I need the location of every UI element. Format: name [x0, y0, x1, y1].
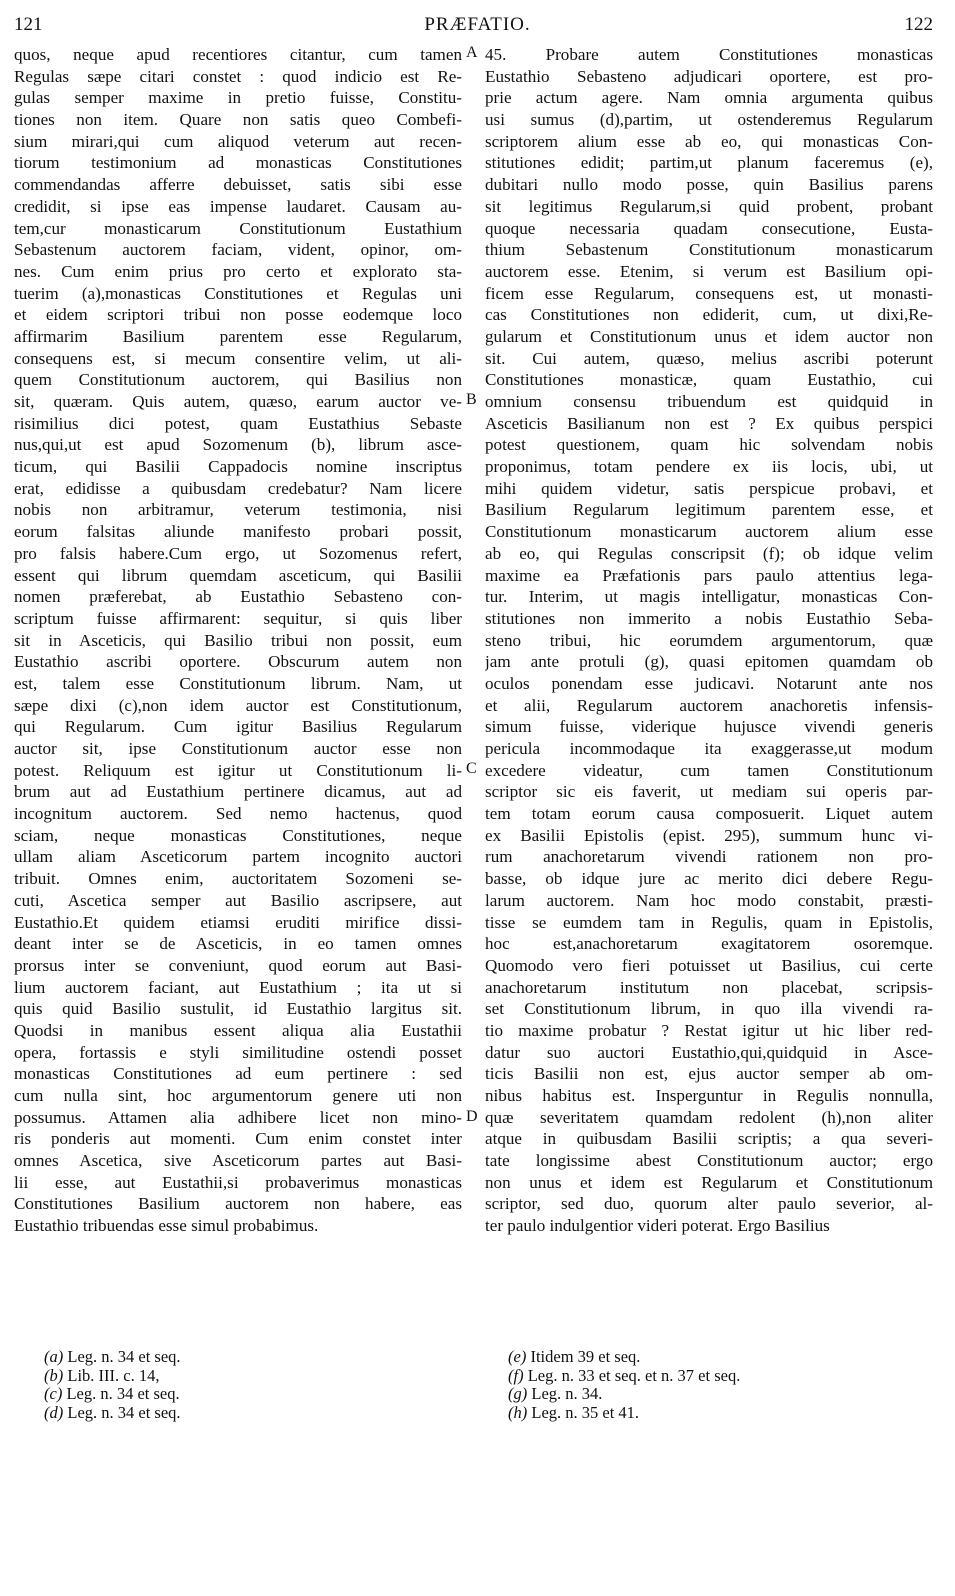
- text-line: prorsus inter se conveniunt, quod eorum aut Basi-: [14, 955, 462, 975]
- text-line: auctor sit, ipse Constitutionum auctor esse non: [14, 739, 462, 758]
- text-line: usi sumus (d),partim, ut ostenderemus Regularum: [485, 110, 933, 130]
- footnote: [44, 1404, 181, 1423]
- text-line: et alii, Regularum auctorem anachoretis infensis-: [485, 695, 933, 715]
- text-line: ris ponderis aut momenti. Cum enim constet inter: [14, 1129, 462, 1149]
- text-line: auctorem esse. Etenim, si verum est Basilium opi-: [485, 261, 933, 281]
- footnote-mark: (g): [508, 1384, 528, 1403]
- text-line: sæpe dixi (c),non idem auctor est Constitutionum,: [14, 695, 462, 715]
- text-line: dubitari nullo modo posse, quin Basilius parens: [485, 175, 933, 195]
- text-line: gulas semper maxime in pretio fuisse, Constitu-: [14, 88, 462, 108]
- footnote-mark: (b): [44, 1365, 64, 1385]
- text-line: scriptor, sed duo, quorum alter paulo severior, al-: [485, 1194, 933, 1214]
- footnotes-right: [508, 1348, 740, 1422]
- text-line: tribuit. Omnes enim, auctoritatem Sozomeni se-: [14, 869, 462, 889]
- footnote: [508, 1404, 740, 1423]
- right-page-number: 122: [904, 14, 933, 35]
- text-line: sit in Asceticis, qui Basilio tribui non possit, eum: [14, 630, 462, 650]
- text-line: consequens est, si mecum consentire velim, ut ali-: [14, 348, 462, 368]
- text-line: stitutiones non immerito a nobis Eustathio Seba-: [485, 608, 933, 628]
- text-line: proponimus, totam pendere ex iis locis, ubi, ut: [485, 457, 933, 477]
- text-line: datur suo auctori Eustathio,qui,quidquid in Asce-: [485, 1042, 933, 1062]
- text-line: tio maxime probatur ? Restat igitur ut hic liber red-: [485, 1020, 933, 1040]
- text-line: sit. Cui autem, quæso, melius ascribi poterunt: [485, 348, 933, 368]
- text-line: sit, quæram. Quis autem, quæso, earum auctor ve-: [14, 392, 462, 411]
- running-header: [0, 14, 955, 38]
- text-line: set Constitutionum librum, in quo illa vivendi ra-: [485, 999, 933, 1019]
- text-line: ticis Basilii non est, ejus auctor semper ab om-: [485, 1064, 933, 1084]
- text-line: tem totam eorum causa composuerit. Liquet autem: [485, 804, 933, 824]
- text-line: Constitutiones Basilium auctorem non habere, eas: [14, 1194, 462, 1214]
- text-line: Eustathio Sebasteno adjudicari oportere, est pro-: [485, 66, 933, 86]
- text-line: credidit, si ipse eas impense laudaret. Causam au-: [14, 196, 462, 216]
- text-line: anachoretarum institutum non placebat, scripsis-: [485, 977, 933, 997]
- footnote-mark: (f): [508, 1365, 524, 1385]
- text-line: Regulas sæpe citari constet : quod indicio est Re-: [14, 66, 462, 86]
- text-line: 45. Probare autem Constitutiones monasticas: [485, 45, 933, 64]
- text-line: potest. Reliquum est igitur ut Constitutionum li-: [14, 760, 462, 780]
- margin-letter-a: A: [466, 44, 478, 61]
- footnote-mark: (d): [44, 1402, 64, 1422]
- text-line: quoque necessaria quadam consecutione, Eusta-: [485, 218, 933, 238]
- text-line: Constitutionum monasticarum auctorem alium esse: [485, 522, 933, 542]
- footnote: [44, 1385, 181, 1404]
- text-line: lium auctorem faciant, aut Eustathium ; ita ut si: [14, 977, 462, 997]
- footnote-text: Leg. n. 35 et 41.: [531, 1402, 640, 1422]
- text-line: risimilius dici potest, quam Eustathius Sebaste: [14, 413, 462, 433]
- text-line: brum aut ad Eustathium pertinere dicamus, aut ad: [14, 782, 462, 802]
- text-line: jam ante protuli (g), quasi epitomen quamdam ob: [485, 652, 933, 672]
- text-line: ullam aliam Asceticorum partem incognito auctori: [14, 847, 462, 867]
- page-title: PRÆFATIO.: [424, 14, 531, 35]
- footnotes-left: [44, 1348, 181, 1422]
- text-line: quis quid Basilio sustulit, id Eustathio largitus sit.: [14, 999, 462, 1019]
- footnote-text: Leg. n. 33 et seq. et n. 37 et seq.: [527, 1365, 741, 1385]
- text-line: prie actum agere. Nam omnia argumenta quibus: [485, 88, 933, 108]
- text-line: cum nulla sint, hoc argumentorum genere uti non: [14, 1086, 462, 1105]
- text-line: tiorum testimonium ad monasticas Constitutiones: [14, 153, 462, 173]
- left-text-column: [14, 44, 462, 1237]
- text-line: ex Basilii Epistolis (epist. 295), summum hunc vi-: [485, 825, 933, 845]
- text-line: sium mirari,qui cum aliquod veterum aut recen-: [14, 131, 462, 151]
- text-line: ab eo, qui Regulas conscripsit (f); ob idque velim: [485, 543, 933, 563]
- text-line: Basilium Regularum legitimum parentem esse, et: [485, 500, 933, 520]
- text-line: basse, ob idque jure ac merito dici debere Regu-: [485, 869, 933, 889]
- text-line: tuerim (a),monasticas Constitutiones et Regulas uni: [14, 283, 462, 303]
- left-page-number: 121: [14, 14, 43, 35]
- text-line: lii esse, aut Eustathii,si probaverimus monasticas: [14, 1172, 462, 1192]
- text-line: thium Sebastenum Constitutionum monasticarum: [485, 240, 933, 260]
- footnote: [44, 1348, 181, 1367]
- text-line: mihi quidem videtur, satis perspicue probavi, et: [485, 478, 933, 498]
- footnote-text: Leg. n. 34 et seq.: [66, 1384, 180, 1403]
- text-line: deant inter se de Asceticis, in eo tamen omnes: [14, 934, 462, 954]
- text-line: Quomodo vero fieri potuisset ut Basilius, cui certe: [485, 955, 933, 975]
- text-line: quem Constitutionum auctorem, qui Basilius non: [14, 370, 462, 390]
- text-line: nobis non arbitramur, veterum testimonia, nisi: [14, 500, 462, 520]
- footnote: [508, 1348, 740, 1367]
- text-line: et eidem scriptori tribui non posse eodemque loco: [14, 305, 462, 325]
- text-line: quæ severitatem quamdam redolent (h),non aliter: [485, 1107, 933, 1127]
- text-line: Eustathio ascribi oportere. Obscurum autem non: [14, 652, 462, 672]
- text-line: rum anachoretarum vivendi rationem non pro-: [485, 847, 933, 867]
- text-line: non unus et idem est Regularum et Constitutionum: [485, 1172, 933, 1192]
- footnote-mark: (a): [44, 1347, 64, 1366]
- footnote-mark: (e): [508, 1347, 527, 1366]
- text-line: sit legitimus Regularum,si quid probent, probant: [485, 196, 933, 216]
- footnote: [508, 1385, 740, 1404]
- margin-letter-c: C: [466, 760, 477, 777]
- text-line: ticum, qui Basilii Cappadocis nomine inscriptus: [14, 457, 462, 477]
- text-line: tur. Interim, ut magis intelligatur, monasticas Con-: [485, 587, 933, 607]
- text-line: hoc est,anachoretarum exagitatorem osoremque.: [485, 934, 933, 954]
- text-line: cas Constitutiones non ediderit, cum, ut dixi,Re-: [485, 305, 933, 325]
- text-line: Eustathio.Et quidem etiamsi eruditi mirifice dissi-: [14, 912, 462, 932]
- footnote: [44, 1367, 181, 1386]
- text-line: larum auctorem. Nam hoc modo constabit, præsti-: [485, 890, 933, 910]
- footnote-mark: (h): [508, 1402, 528, 1422]
- text-line: nibus habitus est. Insperguntur in Regulis nonnulla,: [485, 1086, 933, 1105]
- text-line: nomen præferebat, ab Eustathio Sebasteno con-: [14, 587, 462, 607]
- text-line: oculos ponendam esse judicavi. Notarunt ante nos: [485, 673, 933, 693]
- text-line: Sebastenum auctorem faciam, vident, opinor, om-: [14, 240, 462, 260]
- text-line: sciam, neque monasticas Constitutiones, neque: [14, 825, 462, 845]
- text-line: cuti, Ascetica semper aut Basilio ascripsere, aut: [14, 890, 462, 910]
- footnote-text: Lib. III. c. 14,: [67, 1365, 160, 1385]
- text-line: potest questionem, quam hic solvendam nobis: [485, 435, 933, 455]
- text-line: tisse se eumdem tam in Regulis, quam in Epistolis,: [485, 912, 933, 932]
- margin-letter-b: B: [466, 391, 477, 408]
- footnote-text: Leg. n. 34.: [531, 1384, 603, 1403]
- text-line: stitutiones edidit; partim,ut planum faceremus (e),: [485, 153, 933, 173]
- text-line: incognitum auctorem. Sed nemo hactenus, quod: [14, 804, 462, 824]
- text-line: steno tribui, hic eorumdem argumentorum, quæ: [485, 630, 933, 650]
- text-line: scriptor sic eis faverit, ut mediam sui operis par-: [485, 782, 933, 802]
- footnote-text: Leg. n. 34 et seq.: [67, 1402, 181, 1422]
- text-line: excedere videatur, cum tamen Constitutionum: [485, 760, 933, 780]
- text-line: Quodsi in manibus essent aliqua alia Eustathii: [14, 1020, 462, 1040]
- text-line: quos, neque apud recentiores citantur, cum tamen: [14, 45, 462, 64]
- text-line: Eustathio tribuendas esse simul probabimus.: [14, 1216, 319, 1236]
- text-line: nus,qui,ut est apud Sozomenum (b), librum asce-: [14, 435, 462, 455]
- footnote-mark: (c): [44, 1384, 63, 1403]
- text-line: est, talem esse Constitutionum librum. Nam, ut: [14, 673, 462, 693]
- margin-letter-d: D: [466, 1108, 478, 1125]
- text-line: commendandas afferre debuisset, satis sibi esse: [14, 175, 462, 195]
- text-line: monasticas Constitutiones ad eum pertinere : sed: [14, 1064, 462, 1084]
- text-line: erat, edidisse a quibusdam credebatur? Nam licere: [14, 478, 462, 498]
- text-line: affirmarim Basilium parentem esse Regularum,: [14, 326, 462, 346]
- text-line: qui Regularum. Cum igitur Basilius Regularum: [14, 717, 462, 737]
- text-line: maxime ea Præfationis pars paulo attentius lega-: [485, 565, 933, 585]
- text-line: gularum et Constitutionum unus et idem auctor non: [485, 326, 933, 346]
- text-line: eorum falsitas aliunde manifesto probari possit,: [14, 522, 462, 542]
- text-line: possumus. Attamen alia adhibere licet non mino-: [14, 1107, 462, 1127]
- footnote-text: Itidem 39 et seq.: [530, 1347, 641, 1366]
- text-line: tem,cur monasticarum Constitutionum Eustathium: [14, 218, 462, 238]
- right-text-column: [485, 44, 933, 1237]
- text-line: simum fuisse, viderique hujusce vivendi generis: [485, 717, 933, 737]
- text-line: atque in quibusdam Basilii scriptis; a qua severi-: [485, 1129, 933, 1149]
- text-line: tate longissime abest Constitutionum auctor; ergo: [485, 1151, 933, 1171]
- text-line: scriptorem alium esse ab eo, qui monasticas Con-: [485, 131, 933, 151]
- text-line: pro falsis habere.Cum ergo, ut Sozomenus refert,: [14, 543, 462, 563]
- footnote: [508, 1367, 740, 1386]
- text-line: pericula incommodaque ita exaggerasse,ut modum: [485, 739, 933, 758]
- text-line: opera, fortassis e styli similitudine ostendi posset: [14, 1042, 462, 1062]
- text-line: omnium consensu tribuendum est quidquid in: [485, 392, 933, 411]
- text-line: nes. Cum enim prius pro certo et explorato sta-: [14, 261, 462, 281]
- text-line: scriptum fuisse affirmarent: sequitur, si quis liber: [14, 608, 462, 628]
- text-line: omnes Ascetica, sive Asceticorum partes aut Basi-: [14, 1151, 462, 1171]
- footnote-text: Leg. n. 34 et seq.: [67, 1347, 181, 1366]
- text-line: ficem esse Regularum, consequens est, ut monasti-: [485, 283, 933, 303]
- text-line: tiones non item. Quare non satis queo Combefi-: [14, 110, 462, 130]
- text-line: ter paulo indulgentior videri poterat. Ergo Basilius: [485, 1216, 830, 1236]
- text-line: essent qui librum quemdam asceticum, qui Basilii: [14, 565, 462, 585]
- text-line: Constitutiones monasticæ, quam Eustathio, cui: [485, 370, 933, 390]
- text-line: Asceticis Basilianum non est ? Ex quibus perspici: [485, 413, 933, 433]
